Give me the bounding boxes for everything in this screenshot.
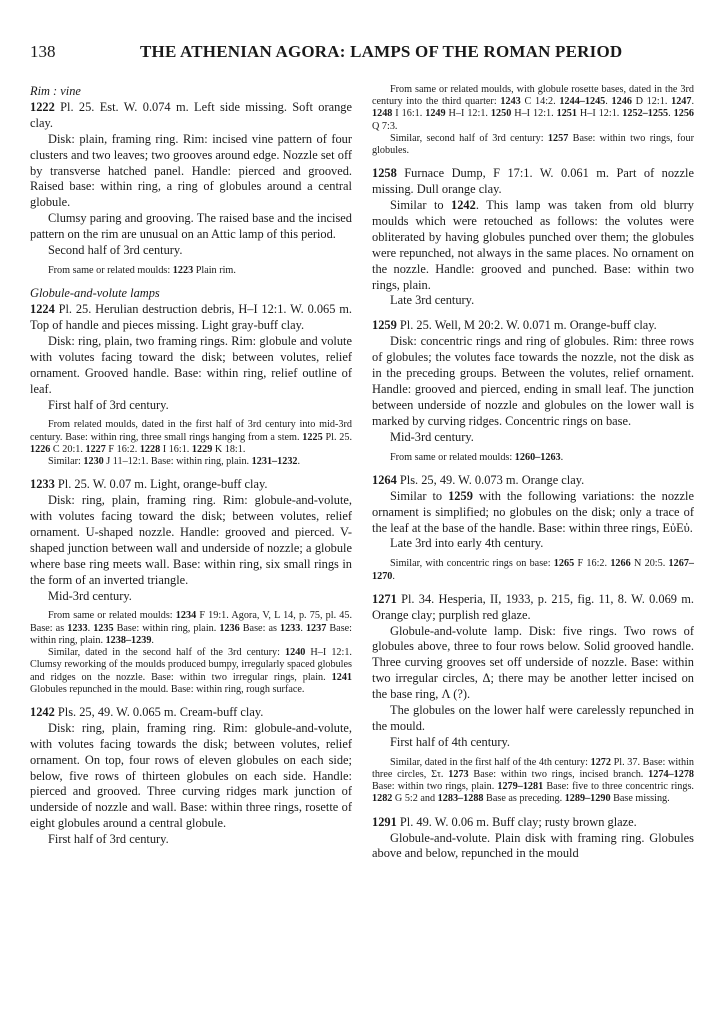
entry-note: Clumsy paring and grooving. The raised base and the incised pattern on the rim are unusual on an Attic lamp of this period. [30,211,352,242]
similar-note: Similar, dated in the first half of the 4th century: 1272 Pl. 37. Base: within three circles, Στ. 1273 Base: within two rings, incised branch. 1274–1278 Base: within two rings, plain. 1279–1281 Base: five to three concentric rings. 1282 G 5:2 and 1283–1288 Base as preceding. 1289–1290 Base missing. [372,756,694,805]
related-moulds-note: From same or related moulds, with globule rosette bases, dated in the 3rd century into the third quarter: 1243 C 14:2. 1244–1245. 1246 D 12:1. 1247. 1248 I 16:1. 1249 H–I 12:1. 1250 H–I 12:1. 1251 H–I 12:1. 1252–1255. 1256 Q 7:3. [372,84,695,132]
right-column [372,84,694,862]
entry-date: First half of 4th century. [390,734,510,749]
running-header [30,42,700,66]
entry-heading: 1291 Pl. 49. W. 0.06 m. Buff clay; rusty brown glaze. [372,814,637,829]
entry-heading: 1271 Pl. 34. Hesperia, II, 1933, p. 215, fig. 11, 8. W. 0.069 m. Orange clay; purplish red glaze. [372,591,694,622]
entry-date: Late 3rd century. [390,293,475,308]
similar-note: Similar, second half of 3rd century: 1257 Base: within two rings, four globules. [372,132,694,157]
subheading-rim-vine: Rim : vine [30,84,81,98]
left-column [30,84,352,848]
entry-heading: 1242 Pls. 25, 49. W. 0.065 m. Cream-buff clay. [30,704,264,719]
similar-note: Similar, with concentric rings on base: 1265 F 16:2. 1266 N 20:5. 1267–1270. [372,558,695,582]
entry-description: Similar to 1242. This lamp was taken from old blurry moulds which were retouched as follows: the volutes were obliterated by having globules punched over them; the globules were repunched, not always in the same places. No ornament on the nozzle. Handle: grooved and punched. Base: within two rings, plain. [372,198,694,292]
entry-description: Globule-and-volute lamp. Disk: five rings. Two rows of globules above, three to four rows below. Solid grooved handle. Three curving grooves set off underside of nozzle. Base: within two irregular circles, Δ; there may be another letter incised on the base ring, Λ (?). [372,623,694,702]
entry-date: First half of 3rd century. [48,832,169,847]
running-title: THE ATHENIAN AGORA: LAMPS OF THE ROMAN PERIOD [140,42,623,61]
entry-heading: 1222 Pl. 25. Est. W. 0.074 m. Left side missing. Soft orange clay. [30,99,352,130]
page-number: 138 [30,42,56,61]
entry-description: Globule-and-volute. Plain disk with framing ring. Globules above and below, repunched in the mould [372,830,694,861]
entry-description: Disk: ring, plain, two framing rings. Rim: globule and volute with volutes facing toward the disk; between volutes, relief ornament. Grooved handle. Base: within ring, relief outline of leaf. [30,333,352,396]
entry-date: Mid-3rd century. [390,429,474,444]
entry-description: Disk: ring, plain, framing ring. Rim: globule-and-volute, with volutes facing toward the disk; between volutes, relief ornament. U-shaped nozzle. Handle: grooved and pierced. V-shaped junction between wall and underside of nozzle; a globule where base ring meets wall. Base: within ring, six small rings in the form of an inverted triangle. [30,493,352,587]
subheading-globule-volute: Globule-and-volute lamps [30,286,160,301]
entry-note: The globules on the lower half were carelessly repunched in the mould. [372,703,694,734]
entry-date: Late 3rd into early 4th century. [390,536,544,551]
related-moulds-note: From same or related moulds: 1260–1263. [390,451,564,463]
related-moulds-note: From related moulds, dated in the first half of 3rd century into mid-3rd century. Base: within ring, three small rings hanging from a stem. 1225 Pl. 25. 1226 C 20:1. 1227 F 16:2. 1228 I 16:1. 1229 K 18:1. [30,419,352,455]
similar-note: Similar, dated in the second half of the 3rd century: 1240 H–I 12:1. Clumsy reworking of the moulds produced bumpy, irregularly spaced globules and ridges on the nozzle. Base: within two irregular rings, plain. 1241 Globules repunched in the mould. Base: within ring, rough surface. [30,647,352,695]
entry-heading: 1224 Pl. 25. Herulian destruction debris, H–I 12:1. W. 0.065 m. Top of handle and pieces missing. Light gray-buff clay. [30,302,352,332]
entry-description: Disk: ring, plain, framing ring. Rim: globule-and-volute, with volutes facing towards the disk; between volutes, relief ornament. On top, four rows of eleven globules on each side; below, five rows of thirteen globules on each side. Handle: pierced and grooved. Three curving ridges mark junction of underside of nozzle and wall. Base: within three rings, rosette of eight globules around a central globule. [30,720,352,831]
entry-description: Disk: concentric rings and ring of globules. Rim: three rows of globules; the volutes face towards the nozzle, not the disk as in the preceding groups. Between the volutes, relief ornament. Handle: grooved and pierced, ending in small leaf. The junction between underside of nozzle and globules on the lower wall is marked by curving ridges. Concentric rings on base. [372,334,694,428]
related-moulds-note: From same or related moulds: 1223 Plain rim. [48,264,236,276]
entry-heading: 1264 Pls. 25, 49. W. 0.073 m. Orange clay. [372,472,585,487]
entry-description: Disk: plain, framing ring. Rim: incised vine pattern of four clusters and two leaves; two grooves around edge. Nozzle set off by transverse hatched panel. Handle: pierced and grooved. Raised base: within ring, a ring of globules around a central globule. [30,131,352,210]
entry-heading: 1259 Pl. 25. Well, M 20:2. W. 0.071 m. Orange-buff clay. [372,318,657,333]
entry-date: Mid-3rd century. [48,588,132,603]
similar-note: Similar: 1230 J 11–12:1. Base: within ring, plain. 1231–1232. [48,456,301,468]
related-moulds-note: From same or related moulds: 1234 F 19:1. Agora, V, L 14, p. 75, pl. 45. Base: as 1233. 1235 Base: within ring, plain. 1236 Base: as 1233. 1237 Base: within ring, plain. 1238–1239. [30,610,353,646]
entry-heading: 1258 Furnace Dump, F 17:1. W. 0.061 m. Part of nozzle missing. Dull orange clay. [372,166,694,197]
entry-date: First half of 3rd century. [48,397,169,412]
entry-heading: 1233 Pl. 25. W. 0.07 m. Light, orange-buff clay. [30,477,268,492]
entry-description: Similar to 1259 with the following variations: the nozzle ornament is simplified; no globules on the disk; only a trace of the leaf at the base of the handle. Base: within three rings, ΕὐΕὐ. [372,488,694,535]
entry-date: Second half of 3rd century. [48,243,183,258]
